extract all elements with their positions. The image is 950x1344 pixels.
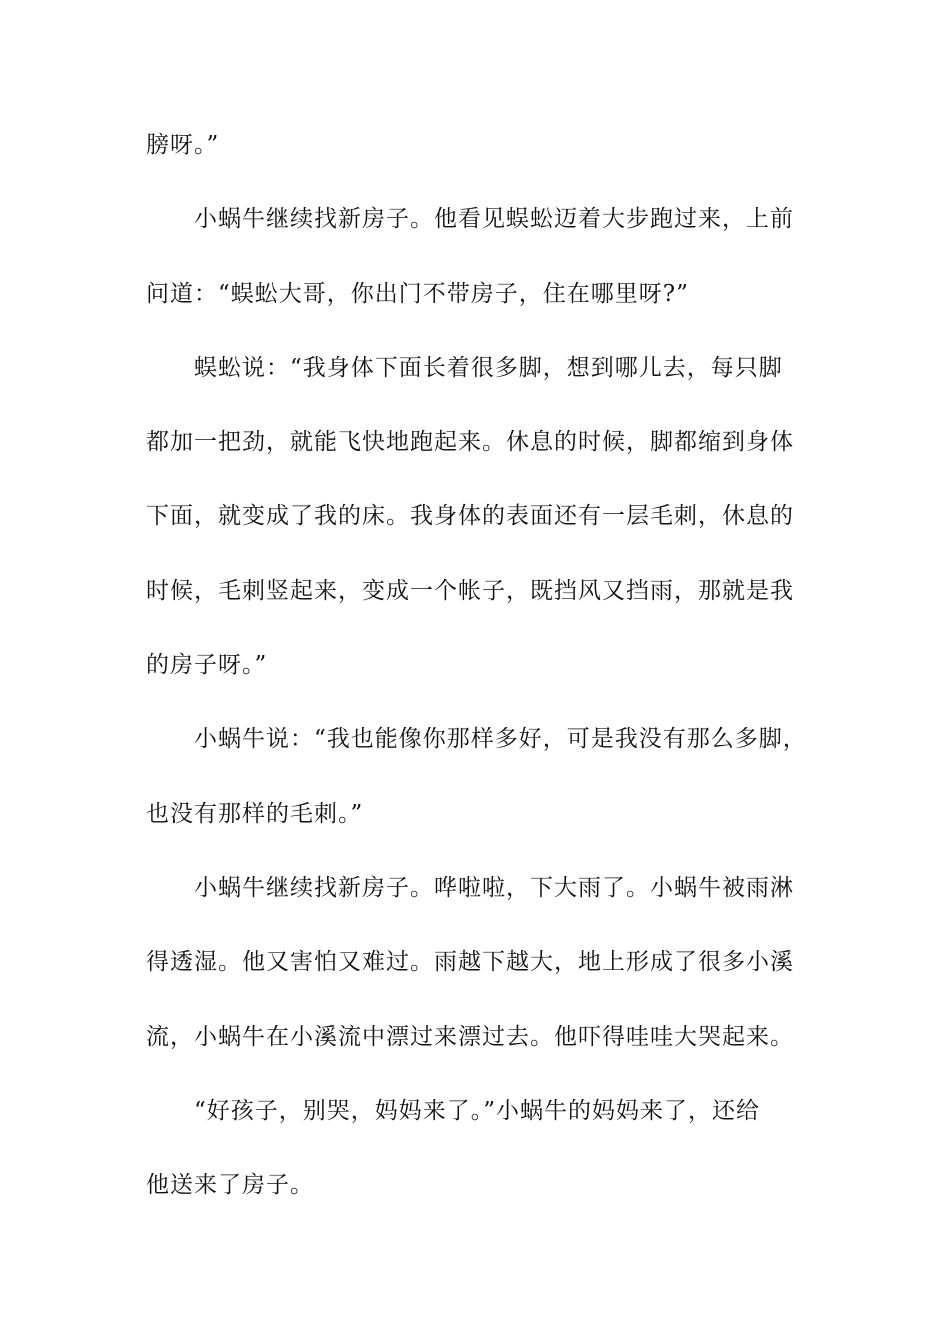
text-line: 问道：“蜈蚣大哥，你出门不带房子，住在哪里呀?” (146, 280, 689, 307)
text-line: 也没有那样的毛刺。” (146, 800, 364, 827)
text-line: 下面，就变成了我的床。我身体的表面还有一层毛刺，休息的 (146, 503, 794, 530)
text-line: 时候，毛刺竖起来，变成一个帐子，既挡风又挡雨，那就是我 (146, 577, 794, 604)
story-text (146, 126, 806, 1240)
text-line: “好孩子，别哭，妈妈来了。”小蜗牛的妈妈来了，还给 (194, 1097, 761, 1124)
text-line: 的房子呀。” (146, 652, 268, 679)
text-line: 小蜗牛说：“我也能像你那样多好，可是我没有那么多脚， (194, 726, 807, 753)
text-line: 蜈蚣说：“我身体下面长着很多脚，想到哪儿去，每只脚 (194, 354, 783, 381)
text-line: 小蜗牛继续找新房子。哗啦啦，下大雨了。小蜗牛被雨淋 (194, 874, 794, 901)
text-line: 得透湿。他又害怕又难过。雨越下越大，地上形成了很多小溪 (146, 949, 794, 976)
text-line: 都加一把劲，就能飞快地跑起来。休息的时候，脚都缩到身体 (146, 429, 794, 456)
text-line: 流，小蜗牛在小溪流中漂过来漂过去。他吓得哇哇大哭起来。 (146, 1023, 794, 1050)
text-line: 小蜗牛继续找新房子。他看见蜈蚣迈着大步跑过来，上前 (194, 206, 794, 233)
text-line: 膀呀。” (146, 132, 220, 158)
text-line: 他送来了房子。 (146, 1172, 314, 1199)
